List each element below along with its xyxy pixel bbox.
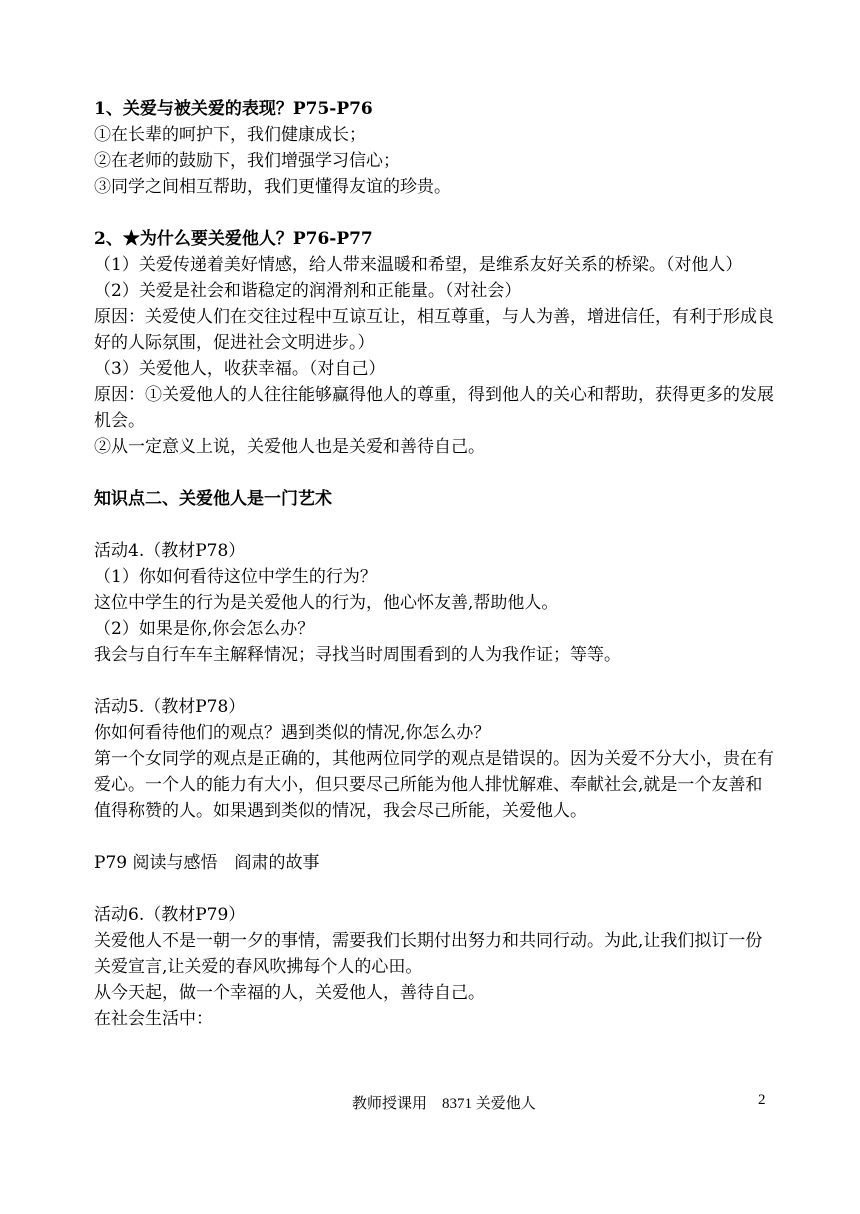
text-line: 我会与自行车车主解释情况；寻找当时周围看到的人为我作证；等等。	[94, 645, 621, 665]
text-paragraph: 第一个女同学的观点是正确的，其他两位同学的观点是错误的。因为关爱不分大小，贵在有爱心。一个人的能力有大小，但只要尽己所能为他人排忧解难、奉献社会,就是一个友善和值得称赞的人。如果遇到类似的情况，我会尽己所能，关爱他人。	[94, 749, 774, 821]
text-line: ①在长辈的呵护下，我们健康成长；	[94, 125, 366, 145]
text-paragraph: （1）关爱传递着美好情感，给人带来温暖和希望，是维系友好关系的桥梁。（对他人）	[94, 255, 743, 275]
page-number: 2	[758, 1092, 766, 1108]
text-line: 这位中学生的行为是关爱他人的行为，他心怀友善,帮助他人。	[94, 593, 559, 613]
text-line: ②从一定意义上说，关爱他人也是关爱和善待自己。	[94, 437, 485, 457]
page-footer	[0, 1092, 860, 1114]
text-line: ②在老师的鼓励下，我们增强学习信心；	[94, 151, 400, 171]
section-title: 1、关爱与被关爱的表现？P75-P76	[94, 99, 373, 119]
text-paragraph: 关爱他人不是一朝一夕的事情，需要我们长期付出努力和共同行动。为此,让我们拟订一份关爱宣言,让关爱的春风吹拂每个人的心田。	[94, 931, 763, 977]
text-line: 从今天起，做一个幸福的人，关爱他人，善待自己。	[94, 983, 485, 1003]
text-paragraph: 原因：①关爱他人的人往往能够赢得他人的尊重，得到他人的关心和帮助，获得更多的发展机会。	[94, 385, 774, 431]
text-line: （1）你如何看待这位中学生的行为？	[94, 567, 377, 587]
reading-title: P79 阅读与感悟 阎肃的故事	[94, 853, 320, 873]
text-line: ③同学之间相互帮助，我们更懂得友谊的珍贵。	[94, 177, 451, 197]
text-paragraph: 原因：关爱使人们在交往过程中互谅互让，相互尊重，与人为善，增进信任，有利于形成良好的人际氛围，促进社会文明进步。）	[94, 307, 774, 353]
section-title: 2、★为什么要关爱他人？P76-P77	[94, 229, 373, 249]
activity-title: 活动4.（教材P78）	[94, 541, 246, 561]
text-line: 在社会生活中：	[94, 1009, 213, 1029]
document-body	[94, 96, 774, 1032]
activity-title: 活动5.（教材P78）	[94, 697, 246, 717]
text-line: （3）关爱他人，收获幸福。（对自己）	[94, 359, 386, 379]
text-line: 你如何看待他们的观点？遇到类似的情况,你怎么办？	[94, 723, 491, 743]
text-line: （2）如果是你,你会怎么办？	[94, 619, 315, 639]
text-line: （2）关爱是社会和谐稳定的润滑剂和正能量。（对社会）	[94, 281, 522, 301]
section-title: 知识点二、关爱他人是一门艺术	[94, 489, 332, 509]
activity-title: 活动6.（教材P79）	[94, 905, 246, 925]
footer-text: 教师授课用 8371 关爱他人	[352, 1096, 536, 1112]
